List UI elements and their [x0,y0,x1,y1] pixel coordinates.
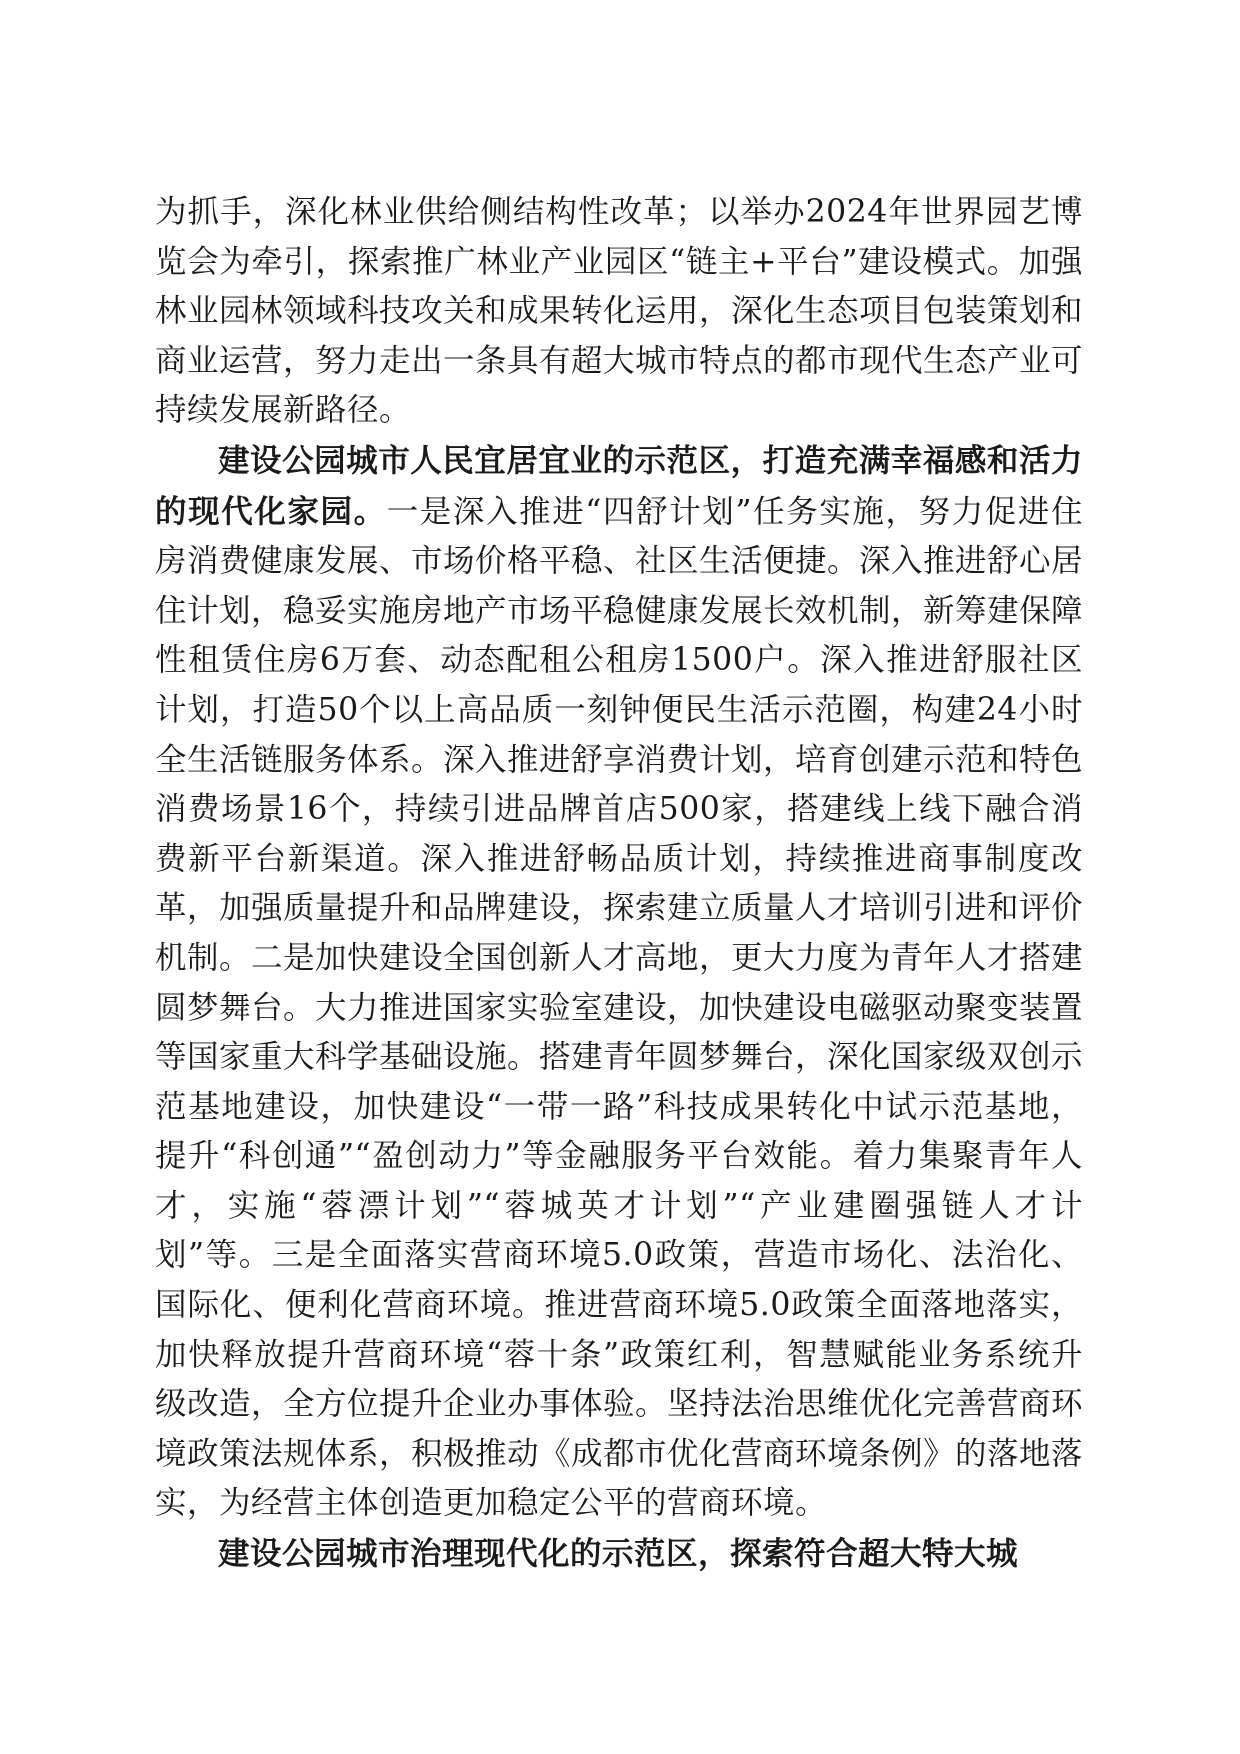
paragraph-livable-city [155,436,1083,1529]
paragraph-governance [155,1529,1083,1580]
document-page [155,188,1083,1580]
paragraph-heading: 建设公园城市人民宜居宜业的示范区，打造充满幸福感和活力的现代化家园。 [155,441,1083,530]
paragraph-forestry-continuation [155,188,1083,436]
paragraph-text: 为抓手，深化林业供给侧结构性改革；以举办2024年世界园艺博览会为牵引，探索推广林业产业园区“链主+平台”建设模式。加强林业园林领域科技攻关和成果转化运用，深化生态项目包装策划和商业运营，努力走出一条具有超大城市特点的都市现代生态产业可持续发展新路径。 [155,194,1084,429]
paragraph-heading: 建设公园城市治理现代化的示范区，探索符合超大特大城 [218,1535,1019,1573]
paragraph-text: 一是深入推进“四舒计划”任务实施，努力促进住房消费健康发展、市场价格平稳、社区生活便捷。深入推进舒心居住计划，稳妥实施房地产市场平稳健康发展长效机制，新筹建保障性租赁住房6万套、动态配租公租房1500户。深入推进舒服社区计划，打造50个以上高品质一刻钟便民生活示范圈，构建24小时全生活链服务体系。深入推进舒享消费计划，培育创建示范和特色消费场景16个，持续引进品牌首店500家，搭建线上线下融合消费新平台新渠道。深入推进舒畅品质计划，持续推进商事制度改革，加强质量提升和品牌建设，探索建立质量人才培训引进和评价机制。二是加快建设全国创新人才高地，更大力度为青年人才搭建圆梦舞台。大力推进国家实验室建设，加快建设电磁驱动聚变装置等国家重大科学基础设施。搭建青年圆梦舞台，深化国家级双创示范基地建设，加快建设“一带一路”科技成果转化中试示范基地，提升“科创通”“盈创动力”等金融服务平台效能。着力集聚青年人才，实施“蓉漂计划”“蓉城英才计划”“产业建圈强链人才计划”等。三是全面落实营商环境5.0政策，营造市场化、法治化、国际化、便利化营商环境。推进营商环境5.0政策全面落地落实，加快释放提升营商环境“蓉十条”政策红利，智慧赋能业务系统升级改造，全方位提升企业办事体验。坚持法治思维优化完善营商环境政策法规体系，积极推动《成都市优化营商环境条例》的落地落实，为经营主体创造更加稳定公平的营商环境。 [155,493,1084,1522]
